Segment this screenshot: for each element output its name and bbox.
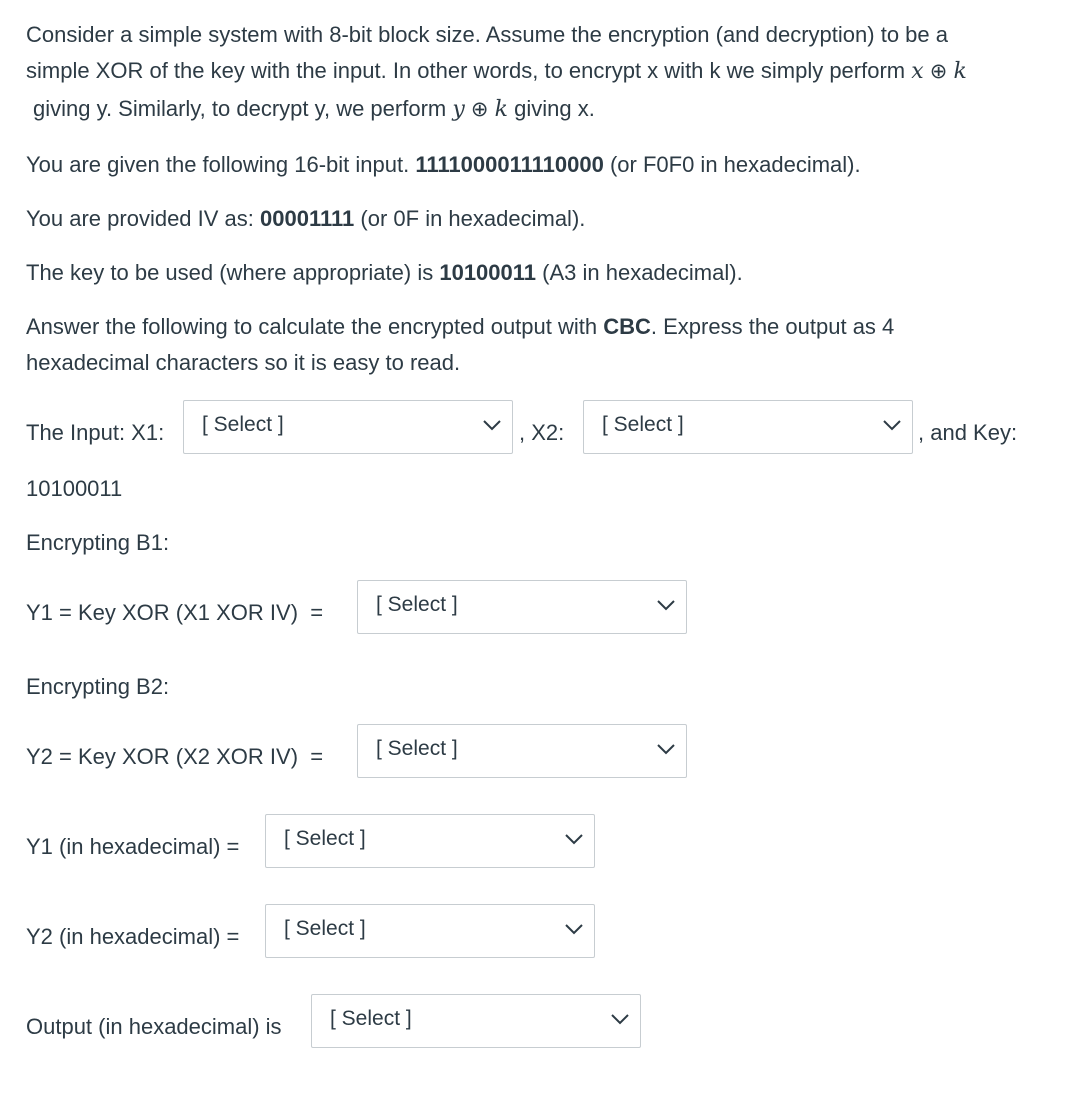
cbc-instruction-post: . Express the output as 4: [650, 314, 895, 339]
input-bits: 1111000011110000: [415, 152, 604, 177]
output-label: Output (in hexadecimal) is: [26, 1014, 282, 1039]
key-bits: 10100011: [439, 260, 537, 285]
x2-select-value: [ Select ]: [602, 413, 684, 436]
y1-select-value: [ Select ]: [376, 593, 458, 616]
key-label: , and Key:: [918, 420, 1018, 445]
key-value: 10100011: [26, 476, 123, 501]
y1-hex-select[interactable]: [265, 814, 595, 868]
cbc-instruction-line-1: [26, 309, 894, 345]
chevron-down-icon: [610, 1012, 630, 1026]
y1-equation: Y1 = Key XOR (X1 XOR IV) =: [26, 600, 324, 625]
xor-symbol-2: ⊕: [470, 97, 489, 121]
chevron-down-icon: [564, 922, 584, 936]
key-statement: [26, 255, 743, 291]
output-select[interactable]: [311, 994, 641, 1048]
input-statement: [26, 147, 861, 183]
intro-line-3-text: giving y. Similarly, to decrypt y, we perform: [33, 96, 447, 121]
x1-select-value: [ Select ]: [202, 413, 284, 436]
b1-heading: Encrypting B1:: [26, 530, 170, 555]
b2-heading: Encrypting B2:: [26, 674, 170, 699]
intro-line-3-end: giving x.: [514, 96, 595, 121]
cbc-instruction-pre: Answer the following to calculate the encrypted output with: [26, 314, 598, 339]
key-statement-pre: The key to be used (where appropriate) is: [26, 260, 434, 285]
chevron-down-icon: [656, 742, 676, 756]
y2-hex-select-value: [ Select ]: [284, 917, 366, 940]
intro-line-1: Consider a simple system with 8-bit block size. Assume the encryption (and decryption) to be a: [26, 22, 948, 47]
intro-line-3: [33, 91, 595, 128]
key-statement-post: (A3 in hexadecimal).: [542, 260, 743, 285]
x1-select[interactable]: [183, 400, 513, 454]
math-k: k: [953, 59, 967, 84]
iv-statement: [26, 201, 585, 237]
xor-symbol: ⊕: [929, 59, 948, 83]
input-label: The Input: X1:: [26, 420, 165, 445]
y2-hex-select[interactable]: [265, 904, 595, 958]
cbc-instruction-line-2: hexadecimal characters so it is easy to read.: [26, 350, 461, 375]
y2-select-value: [ Select ]: [376, 737, 458, 760]
math-k-2: k: [494, 97, 508, 122]
chevron-down-icon: [564, 832, 584, 846]
y1-hex-label: Y1 (in hexadecimal) =: [26, 834, 240, 859]
output-select-value: [ Select ]: [330, 1007, 412, 1030]
y1-select[interactable]: [357, 580, 687, 634]
input-statement-post: (or F0F0 in hexadecimal).: [609, 152, 861, 177]
y2-hex-label: Y2 (in hexadecimal) =: [26, 924, 240, 949]
y2-equation: Y2 = Key XOR (X2 XOR IV) =: [26, 744, 324, 769]
intro-line-2: [26, 53, 967, 90]
y2-select[interactable]: [357, 724, 687, 778]
math-y: y: [452, 97, 465, 122]
chevron-down-icon: [882, 418, 902, 432]
iv-statement-pre: You are provided IV as:: [26, 206, 254, 231]
x2-label: , X2:: [519, 420, 565, 445]
input-statement-pre: You are given the following 16-bit input.: [26, 152, 410, 177]
intro-line-2-text: simple XOR of the key with the input. In other words, to encrypt x with k we simply perform: [26, 58, 906, 83]
chevron-down-icon: [656, 598, 676, 612]
iv-bits: 00001111: [260, 206, 355, 231]
cbc-label: CBC: [603, 314, 651, 339]
x2-select[interactable]: [583, 400, 913, 454]
y1-hex-select-value: [ Select ]: [284, 827, 366, 850]
iv-statement-post: (or 0F in hexadecimal).: [360, 206, 586, 231]
math-x: x: [911, 59, 924, 84]
chevron-down-icon: [482, 418, 502, 432]
